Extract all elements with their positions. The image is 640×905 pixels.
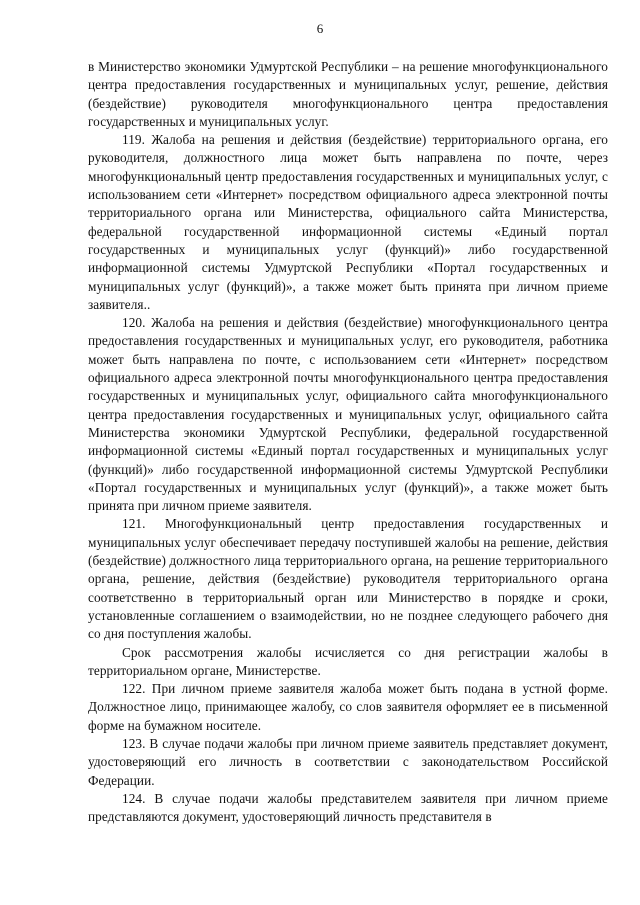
- document-body: [88, 58, 608, 826]
- paragraph-124: 124. В случае подачи жалобы представителем заявителя при личном приеме представляются документ, удостоверяющий личность представителя в: [88, 790, 608, 825]
- page-number: 6: [316, 21, 324, 36]
- paragraph-122: 122. При личном приеме заявителя жалоба может быть подана в устной форме. Должностное лицо, принимающее жалобу, со слов заявителя оформляет ее в письменной форме на бумажном носителе.: [88, 681, 608, 733]
- paragraph-119: 119. Жалоба на решения и действия (бездействие) территориального органа, его руководителя, должностного лица может быть направлена по почте, через многофункциональный центр предоставления государственных и муниципальных услуг, с использованием сети «Интернет» посредством официального адреса электронной почты территориального органа или Министерства, официального сайта Министерства, федеральной государственной информационной системы «Единый портал государственных и муниципальных услуг (функций)» либо государственной информационной системы Удмуртской Республики «Портал государственных и муниципальных услуг (функций)», а также может быть принята при личном приеме заявителя..: [88, 132, 608, 312]
- paragraph-121: 121. Многофункциональный центр предоставления государственных и муниципальных услуг обеспечивает передачу поступившей жалобы на решение, действия (бездействие) должностного лица территориального органа, на решение территориального органа, решение, действия (бездействие) руководителя территориального органа соответственно в территориальный орган или Министерство в порядке и сроки, установленные соглашением о взаимодействии, но не позднее следующего рабочего дня со дня поступления жалобы.: [88, 516, 608, 642]
- paragraph-continuation: в Министерство экономики Удмуртской Республики – на решение многофункционального центра предоставления государственных и муниципальных услуг, решение, действия (бездействие) руководителя многофункционального центра предоставления государственных и муниципальных услуг.: [88, 59, 608, 129]
- paragraph-123: 123. В случае подачи жалобы при личном приеме заявитель представляет документ, удостоверяющий его личность в соответствии с законодательством Российской Федерации.: [88, 735, 608, 788]
- paragraph-review-period: Срок рассмотрения жалобы исчисляется со дня регистрации жалобы в территориальном органе, Министерстве.: [88, 644, 608, 678]
- paragraph-120: 120. Жалоба на решения и действия (бездействие) многофункционального центра предоставления государственных и муниципальных услуг, его руководителя, работника может быть направлена по почте, с использованием сети «Интернет» посредством официального адреса электронной почты многофункционального центра предоставления государственных и муниципальных услуг, официального сайта многофункционального центра предоставления государственных и муниципальных услуг, официального сайта Министерства экономики Удмуртской Республики, федеральной государственной информационной системы «Единый портал государственных и муниципальных услуг (функций)» либо государственной информационной системы Удмуртской Республики «Портал государственных и муниципальных услуг (функций)», а также может быть принята при личном приеме заявителя.: [88, 315, 608, 514]
